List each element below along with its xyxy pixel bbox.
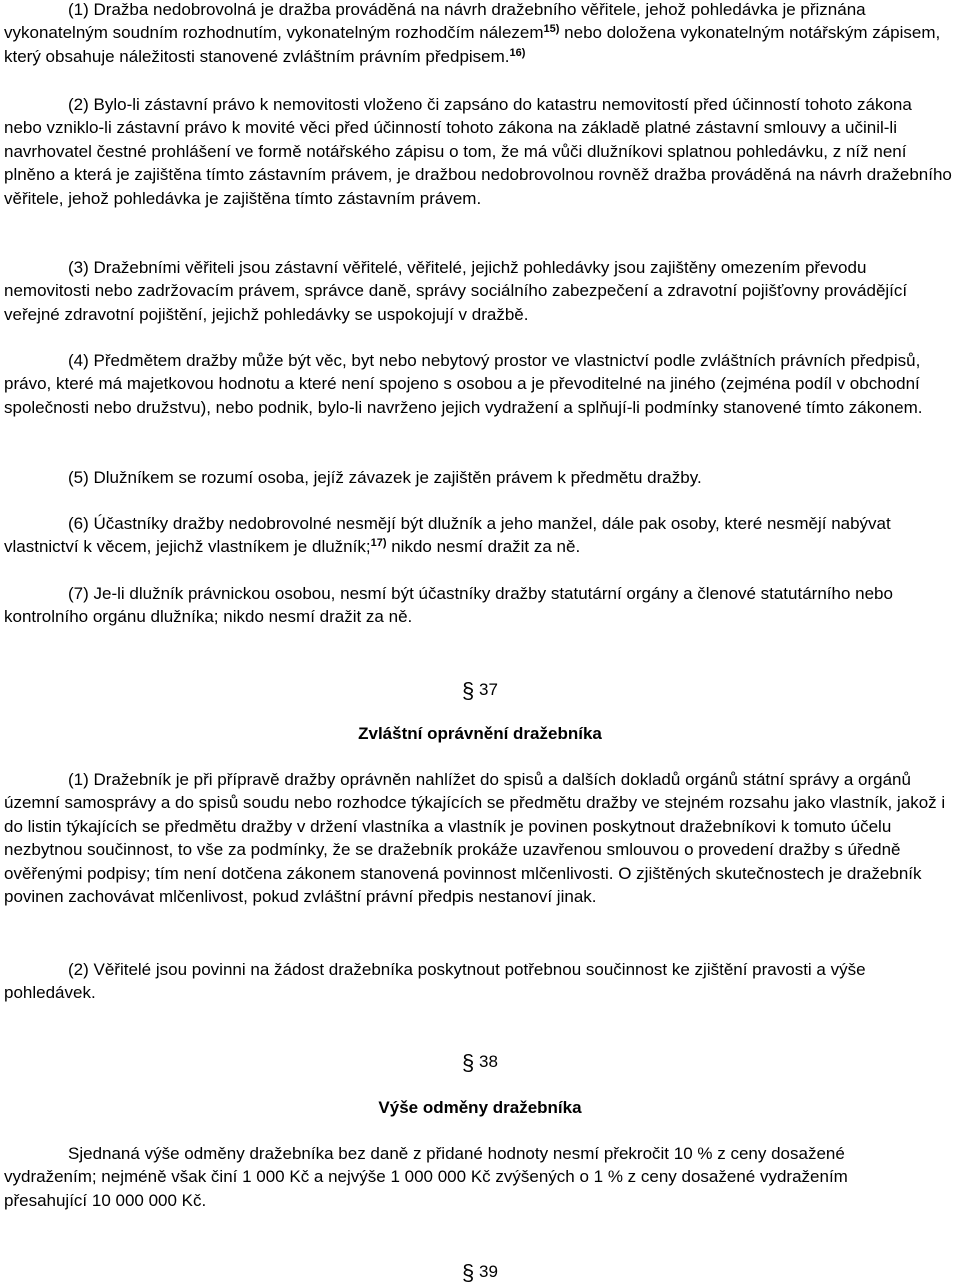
section-sign: § — [462, 1260, 475, 1285]
section-number: 38 — [479, 1052, 498, 1071]
footnote-ref-15: 15) — [543, 23, 560, 36]
paragraph-4: (4) Předmětem dražby může být věc, byt nebo nebytový prostor ve vlastnictví podle zvláštních právních předpisů, právo, které má majetkovou hodnotu a které není spojeno s osobou a je převoditelné na jiného (zejména podíl v obchodní společnosti nebo družstvu), nebo podnik, bylo-li navrženo jejich vydražení a splňují-li podmínky stanovené tímto zákonem. — [4, 351, 923, 417]
section-37-heading — [0, 678, 960, 702]
footnote-ref-16: 16) — [509, 46, 526, 59]
paragraph-2: (2) Bylo-li zástavní právo k nemovitosti vloženo či zapsáno do katastru nemovitostí před účinností tohoto zákona nebo vzniklo-li zástavní právo k movité věci před účinností tohoto zákona na základě platné zástavní smlouvy a učinil-li navrhovatel čestné prohlášení ve formě notářského zápisu o tom, že má vůči dlužníkovi splatnou pohledávku, z níž není plněno a která je zajištěna tímto zástavním právem, je dražbou nedobrovolnou rovněž dražba prováděná na návrh dražebního věřitele, jehož pohledávka je zajištěna tímto zástavním právem. — [4, 95, 952, 208]
section-38-paragraph-1: Sjednaná výše odměny dražebníka bez daně z přidané hodnoty nesmí překročit 10 % z ceny dosažené vydražením; nejméně však činí 1 000 Kč a nejvýše 1 000 000 Kč zvýšených o 1 % z ceny dosažené vydražením přesahující 10 000 000 Kč. — [4, 1144, 848, 1210]
section-37-paragraph-2: (2) Věřitelé jsou povinni na žádost dražebníka poskytnout potřebnou součinnost ke zjištění pravosti a výše pohledávek. — [4, 960, 866, 1003]
section-sign: § — [462, 1050, 475, 1075]
paragraph-6-text-a: (6) Účastníky dražby nedobrovolné nesmějí být dlužník a jeho manžel, dále pak osoby, které nesmějí nabývat vlastnictví k věcem, jejichž vlastníkem je dlužník; — [4, 514, 891, 557]
paragraph-1-text-b: nebo doložena vykonatelným notářským zápisem, který obsahuje náležitosti stanovené zvláštním právním předpisem. — [4, 23, 941, 66]
paragraph-1-text-a: (1) Dražba nedobrovolná je dražba prováděná na návrh dražebního věřitele, jehož pohledávka je přiznána vykonatelným soudním rozhodnutím, vykonatelným rozhodčím nálezem — [4, 0, 866, 43]
paragraph-7: (7) Je-li dlužník právnickou osobou, nesmí být účastníky dražby statutární orgány a členové statutárního nebo kontrolního orgánu dlužníka; nikdo nesmí dražit za ně. — [4, 584, 893, 627]
paragraph-6-text-b: nikdo nesmí dražit za ně. — [386, 537, 581, 557]
section-37-paragraph-1: (1) Dražebník je při přípravě dražby oprávněn nahlížet do spisů a dalších dokladů orgánů státní správy a orgánů územní samosprávy a do spisů soudu nebo rozhodce týkajících se předmětu dražby ve stejném rozsahu jako vlastník, jakož i do listin týkajících se předmětu dražby v držení vlastníka a vlastník je povinen poskytnout dražebníkovi k tomuto účelu nezbytnou součinnost, to vše za podmínky, že se dražebník prokáže uzavřenou smlouvou o provedení dražby s úředně ověřenými podpisy; tím není dotčena zákonem stanovená povinnost mlčenlivosti. O zjištěných skutečnostech je dražebník povinen zachovávat mlčenlivost, pokud zvláštní právní předpis nestanoví jinak. — [4, 770, 946, 907]
section-39-heading — [0, 1260, 960, 1284]
section-37-title: Zvláštní oprávnění dražebníka — [358, 724, 602, 743]
footnote-ref-17: 17) — [370, 537, 387, 550]
section-number: 39 — [479, 1262, 498, 1281]
paragraph-3: (3) Dražebními věřiteli jsou zástavní věřitelé, věřitelé, jejichž pohledávky jsou zajištěny omezením převodu nemovitosti nebo zadržovacím právem, správce daně, správy sociálního zabezpečení a zdravotní pojišťovny provádějící veřejné zdravotní pojištění, jejichž pohledávky se uspokojují v dražbě. — [4, 258, 908, 324]
section-sign: § — [462, 678, 475, 703]
paragraph-1 — [4, 0, 948, 68]
paragraph-5: (5) Dlužníkem se rozumí osoba, jejíž závazek je zajištěn právem k předmětu dražby. — [68, 468, 702, 487]
section-38-heading — [0, 1050, 960, 1074]
paragraph-6 — [4, 512, 934, 559]
section-number: 37 — [479, 680, 498, 699]
section-38-title: Výše odměny dražebníka — [378, 1098, 582, 1117]
